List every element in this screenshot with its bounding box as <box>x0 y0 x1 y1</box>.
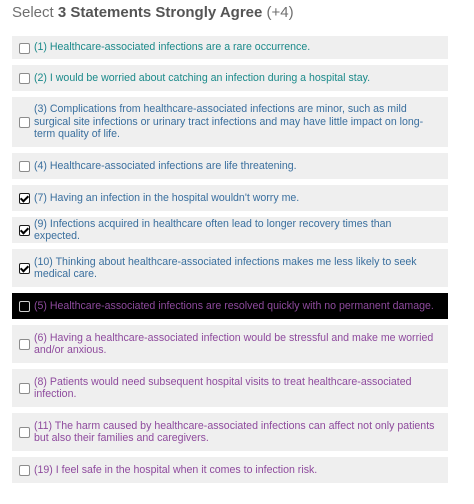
statement-label: (9) Infections acquired in healthcare often lead to longer recovery times than expected. <box>34 217 392 242</box>
checkbox[interactable] <box>19 427 30 438</box>
checkbox-checked[interactable] <box>19 263 30 274</box>
statement-option-19[interactable] <box>12 457 448 483</box>
statement-label: (1) Healthcare-associated infections are a rare occurrence. <box>34 41 311 54</box>
statement-option-8[interactable] <box>12 369 448 407</box>
checkbox[interactable] <box>19 339 30 350</box>
statement-option-9[interactable] <box>12 217 448 243</box>
statement-label: (4) Healthcare-associated infections are life threatening. <box>34 159 297 172</box>
statement-option-4[interactable] <box>12 153 448 179</box>
statement-option-7[interactable] <box>12 185 448 211</box>
statement-label: (8) Patients would need subsequent hospital visits to treat healthcare-associated infection. <box>34 375 412 400</box>
statement-label: (19) I feel safe in the hospital when it comes to infection risk. <box>34 463 318 476</box>
checkbox[interactable] <box>19 383 30 394</box>
title-prefix: Select <box>12 4 58 21</box>
statement-label: (10) Thinking about healthcare-associated infections makes me less likely to seek medical care. <box>34 255 417 280</box>
statement-option-1[interactable] <box>12 36 448 59</box>
statement-label: (7) Having an infection in the hospital wouldn't worry me. <box>34 191 300 204</box>
checkbox[interactable] <box>19 161 30 172</box>
checkbox-checked[interactable] <box>19 193 30 204</box>
statement-label: (2) I would be worried about catching an infection during a hospital stay. <box>34 71 371 84</box>
checkbox[interactable] <box>19 117 30 128</box>
statement-label: (3) Complications from healthcare-associated infections are minor, such as mild surgical site infections or urinary tract infections and may have little impact on long-term quality of life. <box>34 103 424 141</box>
statement-option-5[interactable] <box>12 293 448 319</box>
title-suffix: (+4) <box>262 4 294 21</box>
title-bold: 3 Statements Strongly Agree <box>57 4 263 21</box>
statement-label: (11) The harm caused by healthcare-associated infections can affect not only patients but also their families and caregivers. <box>34 419 435 444</box>
statement-list <box>12 36 448 489</box>
checkbox[interactable] <box>19 73 30 84</box>
statement-option-3[interactable] <box>12 97 448 147</box>
statement-option-11[interactable] <box>12 413 448 451</box>
statement-option-10[interactable] <box>12 249 448 287</box>
statement-option-6[interactable] <box>12 325 448 363</box>
checkbox[interactable] <box>19 43 30 54</box>
statement-label: (5) Healthcare-associated infections are resolved quickly with no permanent damage. <box>34 299 434 312</box>
statement-label: (6) Having a healthcare-associated infection would be stressful and make me worried and/or anxious. <box>34 331 434 356</box>
statement-option-2[interactable] <box>12 65 448 91</box>
question-title <box>12 4 294 22</box>
checkbox[interactable] <box>19 301 30 312</box>
checkbox-checked[interactable] <box>19 225 30 236</box>
checkbox[interactable] <box>19 465 30 476</box>
